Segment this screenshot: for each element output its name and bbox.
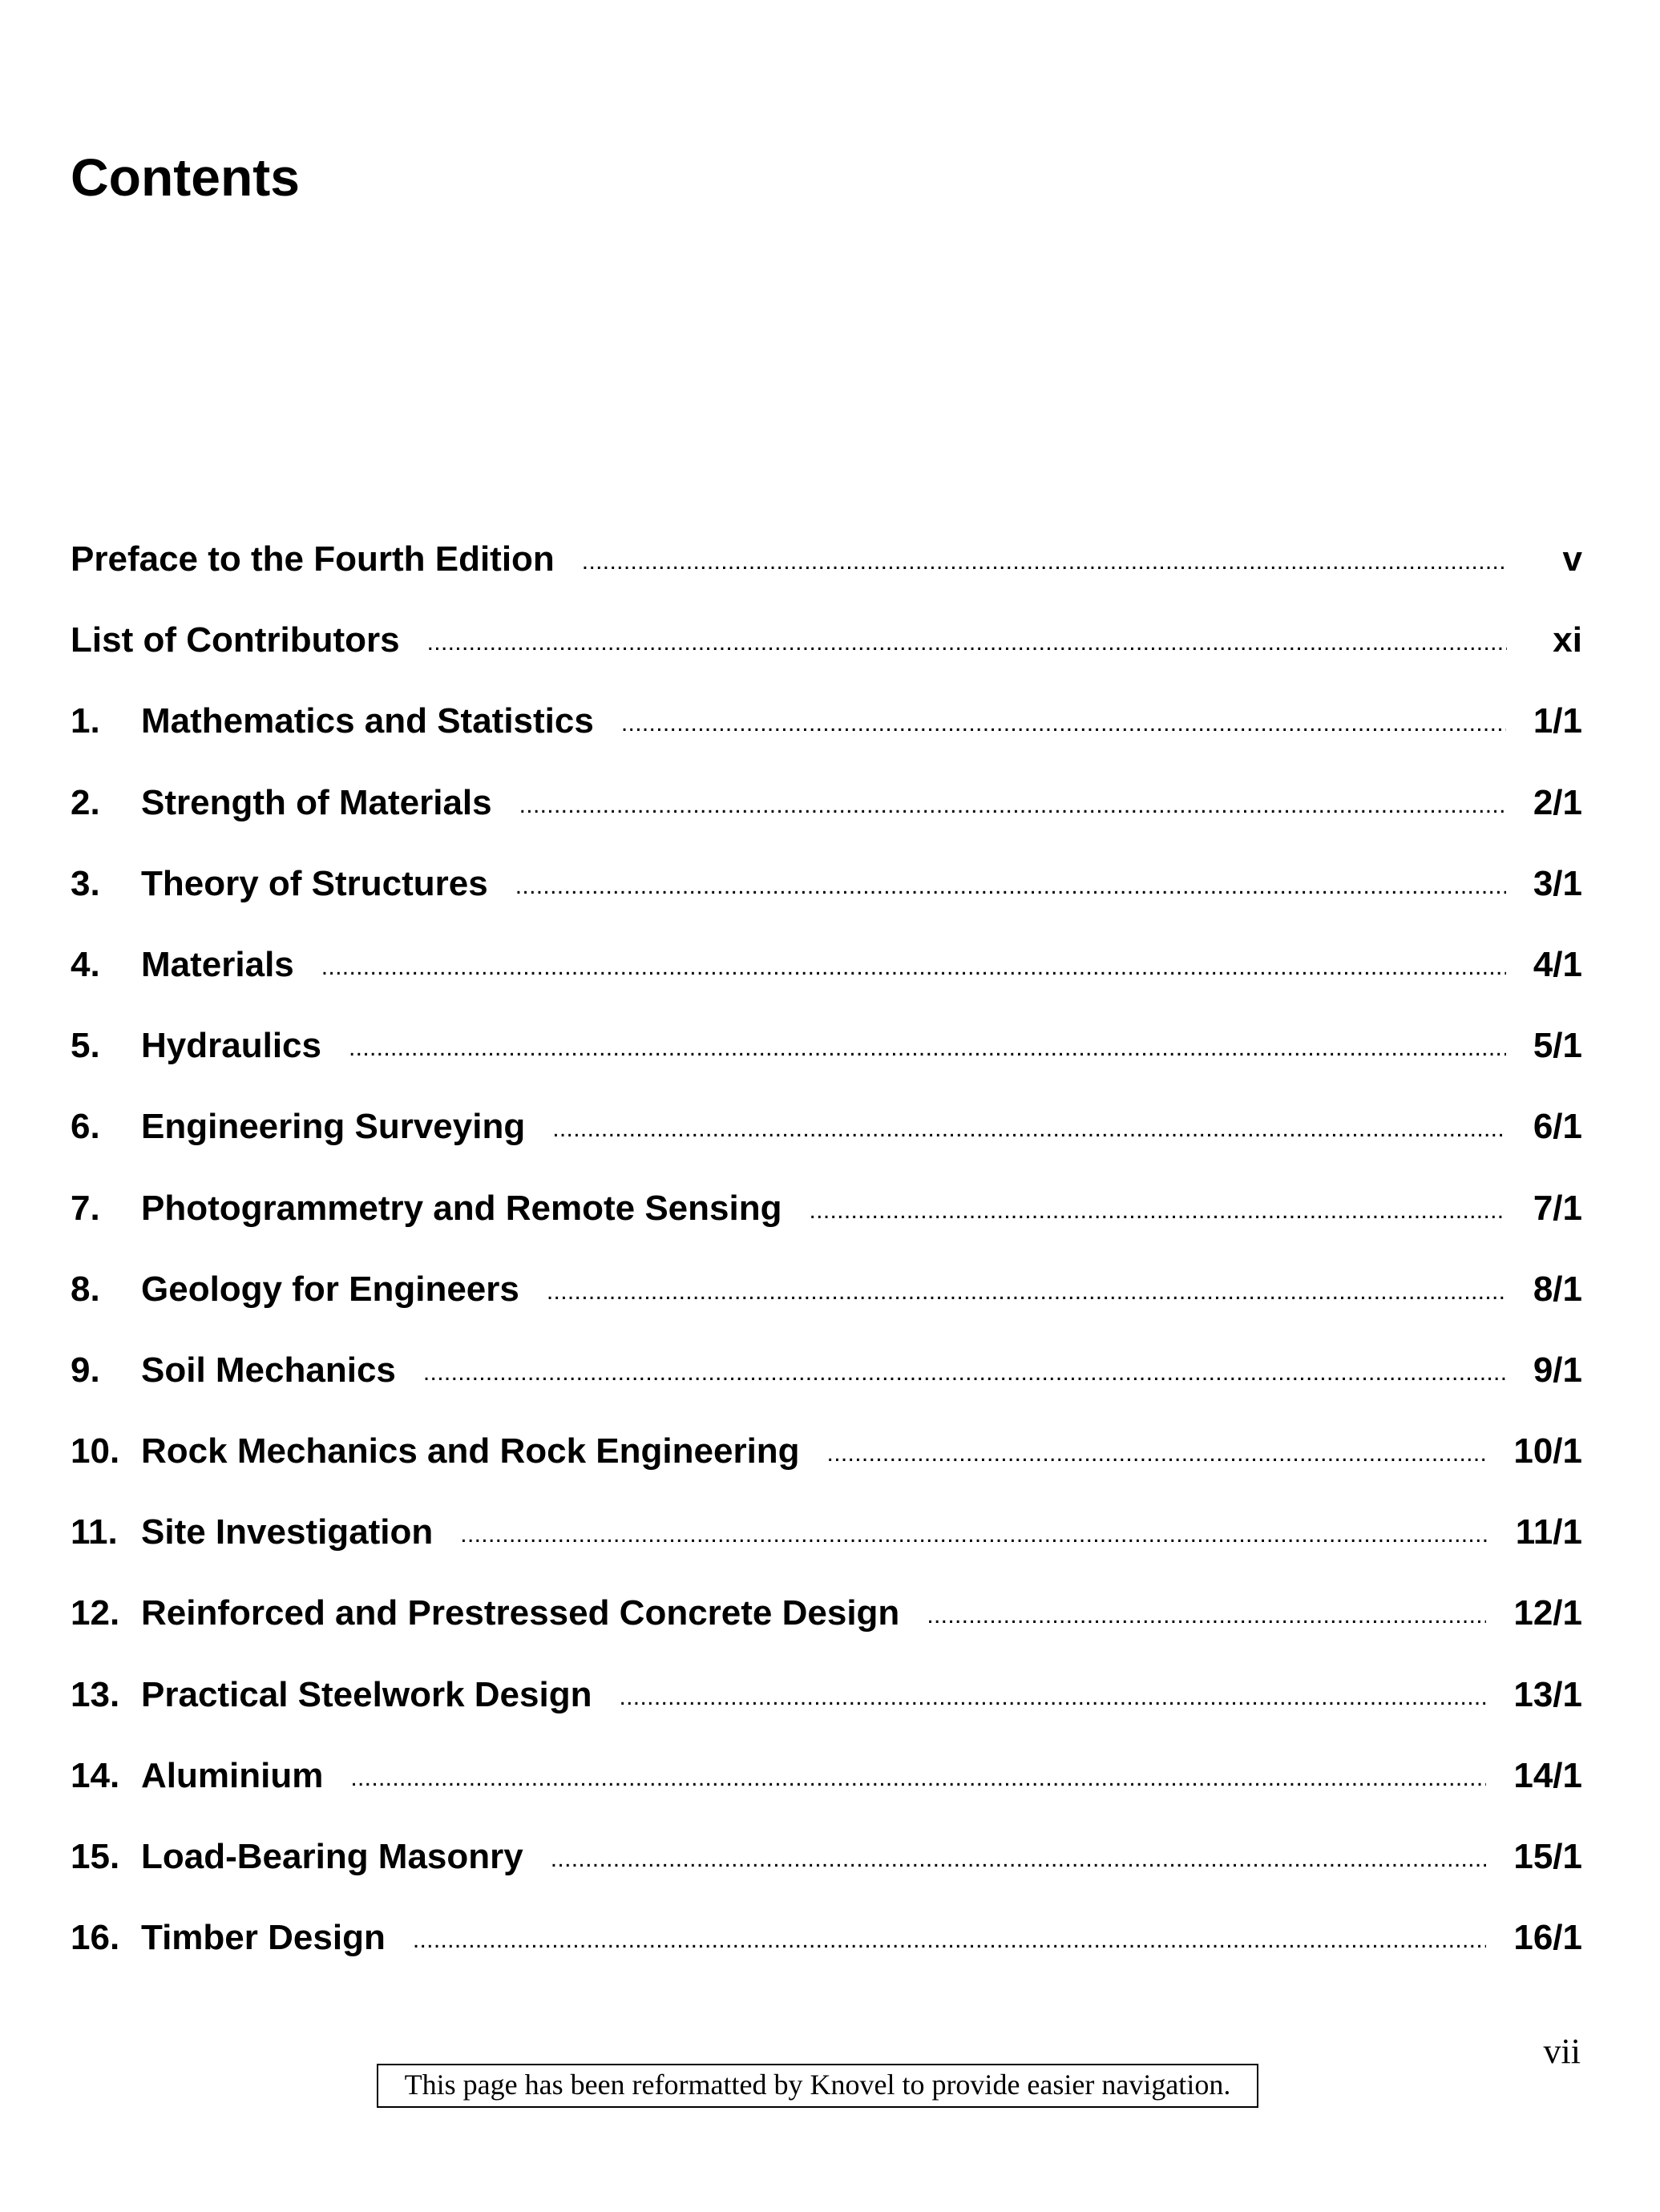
toc-entry-title: Engineering Surveying bbox=[141, 1107, 526, 1147]
toc-entry-chapter-16[interactable] bbox=[71, 1920, 1582, 2001]
dot-leader bbox=[515, 874, 1506, 898]
toc-entry-contributors[interactable] bbox=[71, 620, 1582, 704]
toc-entry-page: 9/1 bbox=[1533, 1350, 1582, 1390]
toc-entry-page: xi bbox=[1553, 620, 1582, 660]
toc-entry-title: Geology for Engineers bbox=[141, 1269, 519, 1309]
toc-entry-page: 16/1 bbox=[1513, 1918, 1582, 1958]
toc-entry-page: 14/1 bbox=[1513, 1755, 1582, 1795]
toc-entry-title: Timber Design bbox=[141, 1918, 386, 1958]
toc-entry-number: 7. bbox=[71, 1188, 100, 1228]
toc-entry-chapter-10[interactable] bbox=[71, 1431, 1582, 1515]
toc-entry-number: 12. bbox=[71, 1593, 120, 1633]
toc-entry-page: v bbox=[1562, 539, 1582, 579]
toc-entry-number: 2. bbox=[71, 782, 100, 822]
dot-leader bbox=[619, 1685, 1486, 1709]
dot-leader bbox=[423, 1361, 1506, 1385]
toc-entry-number: 3. bbox=[71, 863, 100, 903]
dot-leader bbox=[809, 1199, 1505, 1223]
toc-entry-chapter-9[interactable] bbox=[71, 1350, 1582, 1434]
toc-entry-page: 2/1 bbox=[1533, 782, 1582, 822]
toc-entry-number: 13. bbox=[71, 1674, 120, 1714]
toc-entry-page: 1/1 bbox=[1533, 701, 1582, 741]
page-number: vii bbox=[1543, 2032, 1581, 2071]
dot-leader bbox=[321, 955, 1506, 979]
toc-entry-number: 16. bbox=[71, 1918, 120, 1958]
dot-leader bbox=[460, 1523, 1488, 1547]
toc-entry-title: Materials bbox=[141, 944, 294, 984]
toc-entry-page: 13/1 bbox=[1513, 1674, 1582, 1714]
toc-entry-chapter-12[interactable] bbox=[71, 1593, 1582, 1677]
toc-entry-page: 8/1 bbox=[1533, 1269, 1582, 1309]
toc-entry-title: Load-Bearing Masonry bbox=[141, 1837, 523, 1876]
dot-leader bbox=[927, 1604, 1486, 1628]
dot-leader bbox=[547, 1280, 1506, 1304]
dot-leader bbox=[350, 1766, 1486, 1790]
toc-entry-chapter-13[interactable] bbox=[71, 1674, 1582, 1758]
dot-leader bbox=[519, 793, 1506, 817]
toc-entry-chapter-4[interactable] bbox=[71, 944, 1582, 1028]
toc-entry-page: 3/1 bbox=[1533, 863, 1582, 903]
toc-entry-number: 8. bbox=[71, 1269, 100, 1309]
toc-entry-page: 11/1 bbox=[1515, 1512, 1582, 1552]
toc-entry-page: 4/1 bbox=[1533, 944, 1582, 984]
toc-entry-chapter-2[interactable] bbox=[71, 782, 1582, 866]
toc-entry-title: Rock Mechanics and Rock Engineering bbox=[141, 1431, 800, 1471]
knovel-reformat-notice: This page has been reformatted by Knovel to provide easier navigation. bbox=[377, 2064, 1258, 2108]
toc-entry-number: 9. bbox=[71, 1350, 100, 1390]
table-of-contents bbox=[71, 539, 1582, 2001]
toc-entry-title: Soil Mechanics bbox=[141, 1350, 396, 1390]
dot-leader bbox=[582, 550, 1507, 574]
toc-entry-title: Photogrammetry and Remote Sensing bbox=[141, 1188, 782, 1228]
toc-entry-chapter-8[interactable] bbox=[71, 1269, 1582, 1353]
toc-entry-chapter-6[interactable] bbox=[71, 1109, 1582, 1190]
toc-entry-page: 6/1 bbox=[1533, 1107, 1582, 1147]
toc-entry-title: Mathematics and Statistics bbox=[141, 701, 594, 741]
toc-entry-title: Aluminium bbox=[141, 1755, 324, 1795]
toc-entry-page: 15/1 bbox=[1513, 1837, 1582, 1876]
toc-entry-title: Preface to the Fourth Edition bbox=[71, 539, 555, 579]
toc-entry-page: 10/1 bbox=[1513, 1431, 1582, 1471]
toc-entry-chapter-5[interactable] bbox=[71, 1028, 1582, 1109]
toc-entry-title: Strength of Materials bbox=[141, 782, 492, 822]
dot-leader bbox=[551, 1847, 1487, 1871]
dot-leader bbox=[621, 712, 1506, 736]
toc-entry-title: Theory of Structures bbox=[141, 863, 488, 903]
toc-entry-number: 4. bbox=[71, 944, 100, 984]
toc-entry-title: Hydraulics bbox=[141, 1026, 321, 1066]
toc-entry-number: 14. bbox=[71, 1755, 120, 1795]
toc-entry-page: 7/1 bbox=[1533, 1188, 1582, 1228]
dot-leader bbox=[427, 631, 1507, 655]
toc-entry-chapter-7[interactable] bbox=[71, 1188, 1582, 1272]
toc-entry-number: 10. bbox=[71, 1431, 120, 1471]
toc-entry-title: Reinforced and Prestressed Concrete Design bbox=[141, 1593, 900, 1633]
toc-entry-number: 1. bbox=[71, 701, 100, 741]
dot-leader bbox=[413, 1928, 1487, 1952]
toc-entry-page: 12/1 bbox=[1513, 1593, 1582, 1633]
toc-entry-number: 15. bbox=[71, 1837, 120, 1876]
toc-entry-chapter-15[interactable] bbox=[71, 1839, 1582, 1920]
toc-entry-title: Practical Steelwork Design bbox=[141, 1674, 592, 1714]
toc-entry-title: Site Investigation bbox=[141, 1512, 434, 1552]
toc-entry-number: 5. bbox=[71, 1026, 100, 1066]
toc-entry-chapter-14[interactable] bbox=[71, 1755, 1582, 1839]
dot-leader bbox=[349, 1036, 1506, 1060]
toc-entry-title: List of Contributors bbox=[71, 620, 400, 660]
page-title: Contents bbox=[71, 147, 300, 207]
dot-leader bbox=[552, 1117, 1506, 1141]
toc-entry-chapter-3[interactable] bbox=[71, 863, 1582, 947]
toc-entry-page: 5/1 bbox=[1533, 1026, 1582, 1066]
toc-entry-chapter-1[interactable] bbox=[71, 701, 1582, 785]
toc-entry-preface[interactable] bbox=[71, 539, 1582, 623]
toc-entry-number: 6. bbox=[71, 1107, 100, 1147]
toc-entry-chapter-11[interactable] bbox=[71, 1512, 1582, 1596]
toc-entry-number: 11. bbox=[71, 1512, 118, 1552]
dot-leader bbox=[827, 1442, 1487, 1466]
